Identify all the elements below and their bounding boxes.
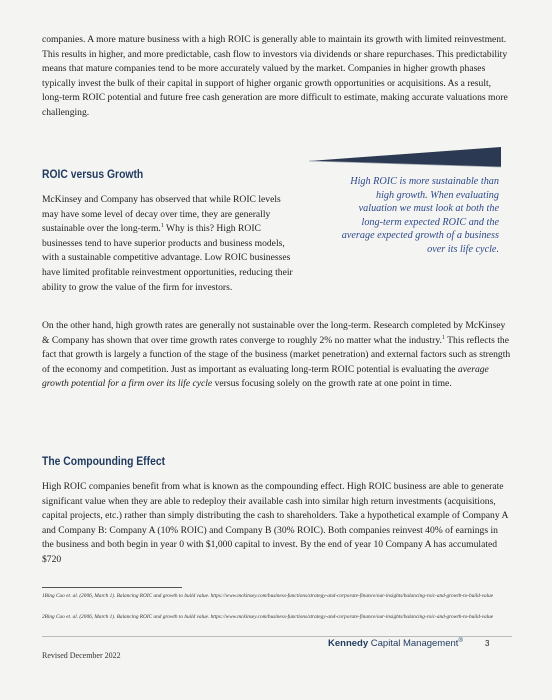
section-heading-compounding: The Compounding Effect: [42, 456, 166, 468]
footnote-ref: 1: [160, 223, 164, 229]
section-heading-roic-growth: ROIC versus Growth: [42, 169, 144, 181]
growth-paragraph: On the other hand, high growth rates are generally not sustainable over the long-term. Research completed by McKinsey & Company has shown that over time growth rates converge to roughly 2% no matter what the industry.$^1$ This reflects the fact that growth is largely a function of the stage of the business (market penetration) and external factors such as strength of the economy and competition. Just as important as evaluating long-term ROIC potential is evaluating the average growth potential for a firm over its life cycle versus focusing solely on the growth rate at one point in time.: [42, 320, 511, 390]
footnote-1: 1Bing Cao et. al. (2006, March 1). Balancing ROIC and growth to build value. https://www.mckinsey.com/business-functions/strategy-and-corporate-finance/our-insights/balancing-roic-and-growth-to-build-value: [42, 593, 494, 599]
footnote-ref: 1: [441, 334, 445, 341]
page-number: 3: [485, 639, 490, 648]
revised-date: Revised December 2022: [42, 651, 121, 660]
footnote-divider: [42, 587, 182, 588]
roic-paragraph: McKinsey and Company has observed that while ROIC levels may have some level of decay over time, they are generally sustainable over the long-term.$^1$ Why is this? High ROIC businesses tend to have superior products and business models, with a sustainable competitive advantage. Low ROIC businesses have limited profitable reinvestment opportunities, reducing their ability to grow the value of the firm for investors.: [42, 194, 293, 293]
footer-divider: [42, 636, 512, 637]
footnote-2: 2Bing Cao et. al. (2006, March 1). Balancing ROIC and growth to build value. https://www.mckinsey.com/business-functions/strategy-and-corporate-finance/our-insights/balancing-roic-and-growth-to-build-value: [42, 614, 494, 620]
intro-paragraph: companies. A more mature business with a high ROIC is generally able to maintain its growth with limited reinvestment. This results in higher, and more predictable, cash flow to investors via dividends or share repurchases. This predictability means that mature companies tend to be more accurately valued by the market. Companies in higher growth phases typically invest the bulk of their capital in support of higher organic growth opportunities or acquisitions. As a result, long-term ROIC potential and future free cash generation are more difficult to estimate, making accurate valuations more challenging.: [42, 34, 508, 118]
callout-text: High ROIC is more sustainable than high growth. When evaluating valuation we must look at both the long-term expected ROIC and the average expected growth of a business over its life cycle.: [341, 176, 499, 255]
pull-quote-callout: [309, 147, 503, 285]
compounding-paragraph: High ROIC companies benefit from what is known as the compounding effect. High ROIC business are able to generate significant value when they are able to redeploy their available cash into similar high return investments (acquisitions, capital projects, etc.) rather than simply distributing the cash to shareholders. Take a hypothetical example of Company A and Company B: Company A (10% ROIC) and Company B (30% ROIC). Both companies reinvest 40% of earnings in the business and both begin in year 0 with $1,000 capital to invest. By the end of year 10 Company A has accumulated $720: [42, 481, 508, 565]
company-logo: Kennedy Capital Management®: [328, 637, 463, 649]
